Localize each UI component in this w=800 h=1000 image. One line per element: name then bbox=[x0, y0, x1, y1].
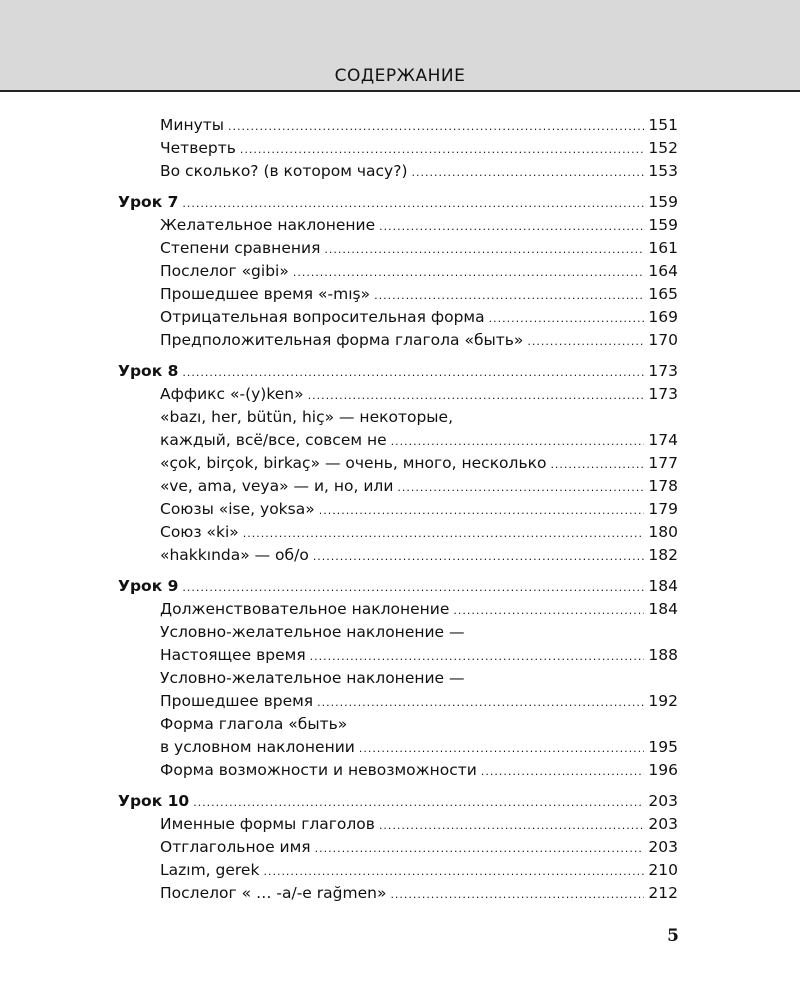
toc-entry-page: 203 bbox=[648, 792, 678, 810]
toc-entry-title: Форма возможности и невозможности bbox=[160, 761, 477, 779]
toc-entry-page: 178 bbox=[648, 477, 678, 495]
toc-entry-title: Отрицательная вопросительная форма bbox=[160, 308, 485, 326]
toc-lesson-entry[interactable] bbox=[118, 360, 678, 383]
toc-entry-title: Желательное наклонение bbox=[160, 216, 376, 234]
dot-leader bbox=[550, 452, 644, 476]
toc-entry[interactable] bbox=[118, 598, 678, 621]
toc-entry-page: 153 bbox=[648, 162, 678, 180]
dot-leader bbox=[324, 237, 644, 261]
dot-leader bbox=[263, 859, 644, 883]
toc-entry-page: 192 bbox=[648, 692, 678, 710]
toc-group bbox=[118, 790, 678, 905]
toc-entry-title: Прошедшее время bbox=[160, 692, 314, 710]
toc-entry-page: 164 bbox=[648, 262, 678, 280]
dot-leader bbox=[310, 644, 645, 668]
toc-entry-page: 196 bbox=[648, 761, 678, 779]
toc-entry[interactable] bbox=[118, 137, 678, 160]
toc-lesson-entry[interactable] bbox=[118, 575, 678, 598]
dot-leader bbox=[182, 575, 644, 599]
toc-lesson-entry[interactable] bbox=[118, 191, 678, 214]
dot-leader bbox=[359, 736, 645, 760]
toc-entry[interactable] bbox=[118, 383, 678, 406]
toc-entry-title: Lazım, gerek bbox=[160, 861, 260, 879]
toc-entry-page: 210 bbox=[648, 861, 678, 879]
toc-entry-title: Именные формы глаголов bbox=[160, 815, 375, 833]
toc-entry-title: каждый, всё/все, совсем не bbox=[160, 431, 387, 449]
page-title: СОДЕРЖАНИЕ bbox=[334, 66, 466, 86]
toc-entry[interactable] bbox=[118, 836, 678, 859]
toc-entry[interactable] bbox=[118, 429, 678, 452]
toc-group bbox=[118, 575, 678, 782]
toc-entry[interactable] bbox=[118, 306, 678, 329]
toc-entry-title: Степени сравнения bbox=[160, 239, 321, 257]
dot-leader bbox=[379, 214, 644, 238]
toc-entry[interactable] bbox=[118, 621, 678, 644]
toc-group bbox=[118, 191, 678, 352]
toc-entry[interactable] bbox=[118, 237, 678, 260]
page-number: 5 bbox=[667, 926, 679, 946]
toc-group bbox=[118, 114, 678, 183]
toc-entry[interactable] bbox=[118, 214, 678, 237]
dot-leader bbox=[193, 790, 644, 814]
toc-entry-page: 170 bbox=[648, 331, 678, 349]
dot-leader bbox=[243, 521, 645, 545]
dot-leader bbox=[527, 329, 644, 353]
toc-entry[interactable] bbox=[118, 329, 678, 352]
toc-entry[interactable] bbox=[118, 452, 678, 475]
toc-entry-title: Урок 7 bbox=[118, 193, 179, 211]
toc-entry-title: Союз «ki» bbox=[160, 523, 239, 541]
toc-entry-page: 188 bbox=[648, 646, 678, 664]
toc-lesson-entry[interactable] bbox=[118, 790, 678, 813]
toc-entry-page: 169 bbox=[648, 308, 678, 326]
toc-entry-page: 161 bbox=[648, 239, 678, 257]
toc-entry[interactable] bbox=[118, 644, 678, 667]
toc-entry[interactable] bbox=[118, 759, 678, 782]
toc-entry-title: «ve, ama, veya» — и, но, или bbox=[160, 477, 394, 495]
toc-entry[interactable] bbox=[118, 713, 678, 736]
toc-entry-title: Урок 8 bbox=[118, 362, 179, 380]
toc-entry[interactable] bbox=[118, 160, 678, 183]
toc-entry-page: 173 bbox=[648, 385, 678, 403]
toc-entry-title: Послелог «gibi» bbox=[160, 262, 289, 280]
toc-entry-page: 195 bbox=[648, 738, 678, 756]
dot-leader bbox=[489, 306, 645, 330]
dot-leader bbox=[481, 759, 645, 783]
toc-entry-page: 174 bbox=[648, 431, 678, 449]
toc-entry-title: Урок 10 bbox=[118, 792, 190, 810]
toc-entry-page: 152 bbox=[648, 139, 678, 157]
toc-entry[interactable] bbox=[118, 521, 678, 544]
toc-entry-title: Настоящее время bbox=[160, 646, 306, 664]
toc-entry-title: Аффикс «-(y)ken» bbox=[160, 385, 304, 403]
toc-entry-title: Отглагольное имя bbox=[160, 838, 311, 856]
toc-entry[interactable] bbox=[118, 813, 678, 836]
dot-leader bbox=[182, 360, 644, 384]
toc-entry-page: 203 bbox=[648, 815, 678, 833]
toc-entry-page: 151 bbox=[648, 116, 678, 134]
toc-entry[interactable] bbox=[118, 882, 678, 905]
toc-entry-title: Предположительная форма глагола «быть» bbox=[160, 331, 524, 349]
toc-entry-page: 179 bbox=[648, 500, 678, 518]
dot-leader bbox=[397, 475, 644, 499]
toc-entry-title: Долженствовательное наклонение bbox=[160, 600, 450, 618]
dot-leader bbox=[293, 260, 645, 284]
dot-leader bbox=[313, 544, 645, 568]
toc-entry-page: 177 bbox=[648, 454, 678, 472]
toc-entry[interactable] bbox=[118, 690, 678, 713]
dot-leader bbox=[317, 690, 644, 714]
toc-entry[interactable] bbox=[118, 498, 678, 521]
toc-entry-title: Четверть bbox=[160, 139, 236, 157]
toc-entry-title: «çok, birçok, birkaç» — очень, много, несколько bbox=[160, 454, 547, 472]
toc-group bbox=[118, 360, 678, 567]
toc-entry[interactable] bbox=[118, 260, 678, 283]
toc-entry-page: 184 bbox=[648, 577, 678, 595]
toc-entry-title: в условном наклонении bbox=[160, 738, 355, 756]
toc-entry-page: 159 bbox=[648, 193, 678, 211]
toc-entry-page: 203 bbox=[648, 838, 678, 856]
toc-entry-title: Прошедшее время «-mış» bbox=[160, 285, 371, 303]
toc-entry[interactable] bbox=[118, 667, 678, 690]
toc-entry-title: «hakkında» — об/о bbox=[160, 546, 309, 564]
toc-entry-page: 165 bbox=[648, 285, 678, 303]
toc-entry-page: 173 bbox=[648, 362, 678, 380]
toc-entry[interactable] bbox=[118, 283, 678, 306]
dot-leader bbox=[412, 160, 645, 184]
toc-entry-title: Условно-желательное наклонение — bbox=[160, 669, 465, 687]
dot-leader bbox=[182, 191, 644, 215]
dot-leader bbox=[319, 498, 645, 522]
toc-entry-title: Урок 9 bbox=[118, 577, 179, 595]
toc-entry-title: Послелог « … -a/-e rağmen» bbox=[160, 884, 387, 902]
toc-entry-title: Форма глагола «быть» bbox=[160, 715, 348, 733]
toc-entry-title: Союзы «ise, yoksa» bbox=[160, 500, 315, 518]
toc-entry[interactable] bbox=[118, 859, 678, 882]
toc-entry[interactable] bbox=[118, 544, 678, 567]
toc-entry-page: 212 bbox=[648, 884, 678, 902]
toc-entry-page: 159 bbox=[648, 216, 678, 234]
toc-entry-page: 182 bbox=[648, 546, 678, 564]
dot-leader bbox=[374, 283, 644, 307]
dot-leader bbox=[228, 114, 644, 138]
toc-entry-title: Условно-желательное наклонение — bbox=[160, 623, 465, 641]
dot-leader bbox=[390, 882, 644, 906]
toc-entry-title: Во сколько? (в котором часу?) bbox=[160, 162, 408, 180]
dot-leader bbox=[453, 598, 644, 622]
toc-entry[interactable] bbox=[118, 736, 678, 759]
table-of-contents bbox=[118, 114, 678, 905]
dot-leader bbox=[391, 429, 645, 453]
toc-entry-page: 180 bbox=[648, 523, 678, 541]
dot-leader bbox=[379, 813, 644, 837]
toc-entry-title: Минуты bbox=[160, 116, 225, 134]
dot-leader bbox=[315, 836, 645, 860]
toc-entry[interactable] bbox=[118, 406, 678, 429]
toc-entry-title: «bazı, her, bütün, hiç» — некоторые, bbox=[160, 408, 454, 426]
toc-entry-page: 184 bbox=[648, 600, 678, 618]
toc-entry[interactable] bbox=[118, 114, 678, 137]
toc-entry[interactable] bbox=[118, 475, 678, 498]
dot-leader bbox=[308, 383, 645, 407]
dot-leader bbox=[240, 137, 645, 161]
